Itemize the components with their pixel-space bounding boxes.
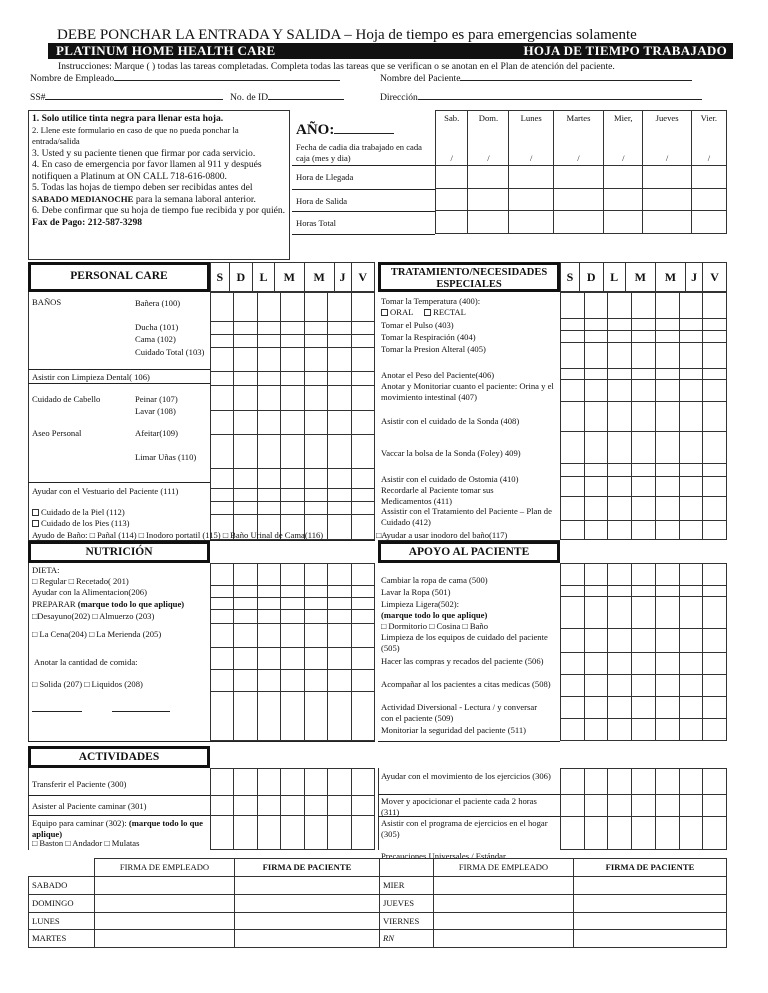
piel: Cuidado de la Piel (112)	[32, 507, 125, 518]
lavar-ropa: Lavar la Ropa (501)	[381, 587, 451, 597]
peinar: Peinar (107)	[135, 394, 178, 404]
lavar: Lavar (108)	[135, 406, 176, 416]
solida: □ Solida (207) □ Liquidos (208)	[32, 679, 143, 689]
unas: Limar Uñas (110)	[135, 452, 197, 462]
signature-grid: FIRMA DE EMPLEADO FIRMA DE PACIENTE FIRMA DE EMPLEADO FIRMA DE PACIENTE SABADO MIER DOMINGO JUEVES LUNES VIERNES MARTES RN	[28, 858, 727, 948]
desayuno: □Desayuno(202) □ Almuerzo (203)	[32, 611, 155, 621]
id-label: No. de ID	[230, 92, 344, 104]
arrival-label: Hora de Llegada	[296, 172, 354, 182]
cama: Cama (102)	[135, 334, 176, 344]
apoyo-grid	[560, 563, 727, 741]
plan: Assistir con el Tratamiento del Paciente – Plan de Cuidado (412)	[381, 506, 552, 527]
firma-paciente-right: FIRMA DE PACIENTE	[574, 859, 727, 877]
vestuario: Ayudar con el Vestuario del Paciente (111)	[32, 486, 179, 496]
dieta-opts: □ Regular □ Recetado( 201)	[32, 576, 129, 586]
limpieza: Limpieza Ligera(502):	[381, 599, 460, 609]
actividades-title: ACTIVIDADES	[28, 746, 210, 768]
personal-care-grid	[210, 292, 375, 540]
diversional: Actividad Diversional - Lectura / y conversar con el paciente (509)	[381, 702, 538, 723]
note-3: 3. Usted y su paciente tienen que firmar por cada servicio.	[32, 147, 256, 159]
note-5: 5. Todas las hojas de tiempo deben ser recibidas antes del SABADO MEDIANOCHE para la semana laboral anterior.	[32, 182, 256, 205]
actividades-grid-left	[210, 768, 375, 850]
firma-paciente-left: FIRMA DE PACIENTE	[235, 859, 380, 877]
preparar: PREPARAR (marque todo lo que aplique)	[32, 599, 185, 609]
address-label: Dirección	[380, 92, 702, 104]
patient-name-label: Nombre del Paciente	[380, 73, 692, 85]
ropa-cama: Cambiar la ropa de cama (500)	[381, 575, 488, 585]
citas: Acompañar al los pacientes a citas medicas (508)	[381, 679, 551, 689]
cantidad: Anotar la cantidad de comida:	[34, 657, 138, 667]
date-label: Fecha de cadia dia trabajado en cada caja (mes y dia)	[296, 142, 422, 163]
nutricion-grid	[210, 563, 375, 741]
resp: Tomar la Respiración (404)	[381, 332, 476, 342]
ss-label: SS#	[30, 92, 223, 104]
mover: Mover y apocicionar el paciente cada 2 horas (311)	[381, 796, 537, 817]
temp-options: ORAL RECTAL	[381, 307, 466, 318]
firma-empleado-left: FIRMA DE EMPLEADO	[95, 859, 235, 877]
presion: Tomar la Presion Alteral (405)	[381, 344, 486, 354]
tratamiento-grid	[560, 292, 727, 540]
personal-care-title: PERSONAL CARE	[28, 262, 210, 292]
instructions: Instrucciones: Marque ( ) todas las tareas completadas. Completa todas las tareas que se verifican o se anotan en el Plan de atención del paciente.	[58, 61, 615, 72]
meds: Recordarle al Paciente tomar sus Medicamentos (411)	[381, 485, 494, 506]
transferir: Transferir el Paciente (300)	[32, 779, 127, 789]
banos: BAÑOS	[32, 297, 62, 307]
orina: Anotar y Monitoriar cuanto el paciente: Orina y el movimiento intestinal (407)	[381, 381, 554, 402]
note-6: 6. Debe confirmar que su hoja de tiempo fue recibida y por quién. Fax de Pago: 212-587-3298	[32, 205, 286, 228]
afeitar: Afeitar(109)	[135, 428, 178, 438]
actividades-grid-right	[560, 768, 727, 850]
limpieza-note: (marque todo lo que aplique)	[381, 610, 488, 620]
notes	[32, 113, 286, 228]
temp: Tomar la Temperatura (400):	[381, 296, 481, 306]
note-4: 4. En caso de emergencia por favor llamen al 911 y después notifiquen a Platinum at ON CALL 718-616-0800.	[32, 159, 262, 182]
total-label: Horas Total	[296, 218, 337, 228]
employee-name-label: Nombre de Empleado	[30, 73, 340, 85]
firma-empleado-right: FIRMA DE EMPLEADO	[434, 859, 574, 877]
cuidado-total: Cuidado Total (103)	[135, 347, 205, 357]
banera: Bañera (100)	[135, 298, 181, 308]
note-1: 1. Solo utilice tinta negra para llenar esta hoja.	[32, 113, 224, 124]
sheet-title: HOJA DE TIEMPO TRABAJADO	[523, 43, 727, 58]
cena: □ La Cena(204) □ La Merienda (205)	[32, 629, 162, 639]
dental: Asistir con Limpieza Dental( 106)	[32, 372, 150, 382]
bano-aid: Ayudo de Baño: □ Pañal (114) □ Inodoro portatil (115) □ Baño Urinal de Cama(116)	[32, 530, 324, 540]
dieta: DIETA:	[32, 565, 60, 575]
ostomia: Asistir con el cuidado de Ostomia (410)	[381, 474, 519, 484]
pulso: Tomar el Pulso (403)	[381, 320, 454, 330]
tratamiento-title: TRATAMIENTO/NECESIDADES ESPECIALES	[378, 262, 560, 292]
sonda: Asistir con el cuidado de la Sonda (408)	[381, 416, 520, 426]
hours-grid: Sab. / Dom. / Lunes / Martes / Mier, / Jueves / Vier. /	[435, 110, 727, 234]
header-bar	[48, 43, 733, 59]
equipos: Limpieza de los equipos de cuidado del paciente (505)	[381, 632, 548, 653]
equipo-opts: □ Baston □ Andador □ Mulatas	[32, 838, 140, 848]
aseo: Aseo Personal	[32, 428, 82, 438]
foley: Vaccar la bolsa de la Sonda (Foley) 409)	[381, 448, 521, 458]
cabello: Cuidado de Cabello	[32, 394, 101, 404]
alimentacion: Ayudar con la Alimentacion(206)	[32, 587, 147, 597]
top-line: DEBE PONCHAR LA ENTRADA Y SALIDA – Hoja de tiempo es para emergencias solamente	[57, 27, 637, 43]
caminar: Asister al Paciente caminar (301)	[32, 801, 147, 811]
equipo: Equipo para caminar (302): (marque todo lo que aplique)	[32, 818, 203, 839]
tratamiento-days-header: S D L M M J V	[560, 262, 727, 292]
compras: Hacer las compras y recados del paciente (506)	[381, 656, 544, 666]
apoyo-title: APOYO AL PACIENTE	[378, 541, 560, 563]
programa: Asistir con el programa de ejercicios en el hogar (305)	[381, 818, 548, 839]
nutricion-title: NUTRICIÓN	[28, 541, 210, 563]
company-name: PLATINUM HOME HEALTH CARE	[56, 43, 276, 58]
note-2: 2. Llene este formulario en caso de que no pueda ponchar la entrada/salida	[32, 124, 239, 146]
year-label: AÑO:	[296, 122, 394, 139]
ejercicios: Ayudar con el movimiento de los ejercicios (306)	[381, 771, 551, 781]
precauciones: Precauciones Universales / Estándar	[381, 851, 506, 861]
peso: Anotar el Peso del Paciente(406)	[381, 370, 495, 380]
pies: Cuidado de los Pies (113)	[32, 518, 129, 529]
seguridad: Monitoriar la seguridad del paciente (511)	[381, 725, 527, 735]
personal-care-days-header: S D L M M J V	[210, 262, 375, 292]
limpieza-opts: □ Dormitorio □ Cosina □ Baño	[381, 621, 488, 631]
departure-label: Hora de Salida	[296, 196, 348, 206]
ducha: Ducha (101)	[135, 322, 179, 332]
inodoro: □Ayudar a usar inodoro del baño(117)	[376, 530, 508, 540]
